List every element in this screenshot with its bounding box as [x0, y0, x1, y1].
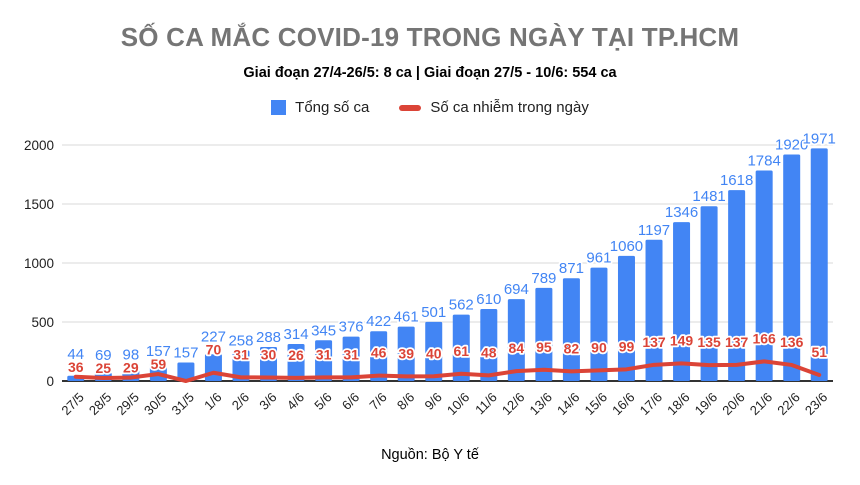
- total-value-label: 871: [558, 260, 584, 278]
- total-value-label: 1784: [747, 152, 781, 170]
- total-cases-bar: [563, 278, 580, 381]
- total-value-label: 1060: [609, 237, 644, 255]
- total-cases-bar: [646, 240, 663, 381]
- x-axis-label: 1/6: [201, 389, 225, 413]
- x-axis-label: 22/6: [774, 389, 803, 419]
- legend-label-daily: Số ca nhiễm trong ngày: [430, 99, 589, 116]
- daily-value-label: 95: [536, 338, 552, 355]
- x-axis-label: 7/6: [366, 389, 390, 413]
- daily-value-label: 31: [343, 346, 359, 363]
- daily-value-label: 70: [205, 341, 222, 358]
- daily-value-label: 40: [425, 345, 442, 362]
- chart-title: SỐ CA MẮC COVID-19 TRONG NGÀY TẠI TP.HCM: [120, 22, 740, 52]
- x-axis-label: 21/6: [746, 389, 776, 419]
- daily-value-label: 31: [315, 346, 332, 363]
- source-note: Nguồn: Bộ Y tế: [381, 447, 479, 463]
- daily-value-label: 90: [591, 339, 607, 356]
- daily-value-label: 59: [150, 356, 167, 373]
- total-value-label: 562: [448, 296, 474, 314]
- daily-value-label: 137: [724, 333, 749, 350]
- x-axis-label: 14/6: [554, 389, 583, 419]
- x-axis-label: 9/6: [421, 389, 445, 413]
- x-axis-label: 6/6: [338, 389, 363, 413]
- total-value-label: 44: [67, 345, 85, 363]
- x-axis-label: 29/5: [113, 389, 142, 419]
- total-value-label: 1481: [692, 188, 726, 206]
- daily-value-label: 36: [67, 358, 84, 375]
- total-value-label: 610: [476, 291, 502, 309]
- x-axis-label: 31/5: [168, 389, 198, 419]
- daily-value-label: 48: [481, 344, 497, 361]
- daily-value-label: 51: [811, 343, 828, 360]
- y-axis-label: 500: [31, 315, 54, 330]
- total-value-label: 461: [393, 308, 419, 326]
- x-axis-label: 17/6: [636, 389, 666, 419]
- total-value-label: 258: [228, 332, 254, 350]
- total-value-label: 157: [173, 344, 199, 362]
- total-cases-bar: [618, 256, 635, 381]
- daily-value-label: 46: [370, 344, 387, 361]
- legend-item-total: [271, 99, 369, 116]
- total-value-label: 1197: [637, 221, 671, 239]
- total-value-label: 694: [503, 281, 529, 299]
- total-value-label: 789: [531, 269, 557, 287]
- total-value-label: 1971: [802, 130, 836, 148]
- daily-value-label: 26: [288, 346, 304, 363]
- total-cases-bar: [728, 190, 745, 381]
- x-axis-label: 3/6: [256, 389, 280, 413]
- x-axis-label: 23/6: [801, 389, 831, 419]
- x-axis-label: 16/6: [609, 389, 638, 419]
- daily-value-label: 99: [618, 338, 635, 355]
- x-axis-label: 27/5: [58, 389, 87, 419]
- daily-value-label: 29: [123, 359, 139, 376]
- daily-value-label: 39: [398, 345, 414, 362]
- legend-item-daily: [399, 99, 588, 116]
- total-cases-bar: [673, 222, 690, 381]
- x-axis-label: 8/6: [393, 389, 418, 413]
- y-axis-label: 2000: [23, 138, 54, 153]
- total-cases-swatch-icon: [271, 100, 286, 115]
- x-axis-label: 12/6: [498, 389, 528, 419]
- x-axis-label: 4/6: [283, 389, 308, 413]
- total-value-label: 98: [122, 346, 140, 364]
- total-value-label: 1346: [664, 204, 699, 222]
- daily-value-label: 166: [752, 330, 776, 347]
- total-cases-bar: [756, 170, 773, 381]
- y-axis-label: 1500: [23, 197, 54, 212]
- total-value-label: 69: [94, 347, 112, 365]
- total-value-label: 288: [256, 329, 282, 347]
- daily-value-label: 61: [453, 342, 470, 359]
- daily-value-label: 137: [642, 333, 666, 350]
- total-value-label: 422: [366, 313, 392, 331]
- daily-value-label: 25: [95, 360, 112, 377]
- x-axis-label: 10/6: [443, 389, 473, 419]
- chart-legend: [0, 99, 860, 116]
- x-axis-label: 30/5: [140, 389, 170, 419]
- total-cases-bar: [590, 268, 607, 381]
- y-axis-label: 0: [46, 374, 54, 389]
- legend-label-total: Tổng số ca: [295, 99, 370, 116]
- total-value-label: 314: [283, 325, 309, 343]
- x-axis-label: 28/5: [85, 389, 115, 419]
- x-axis-label: 18/6: [664, 389, 693, 419]
- total-cases-bar: [205, 354, 222, 381]
- daily-value-label: 84: [508, 340, 525, 357]
- daily-value-label: 31: [233, 346, 249, 363]
- x-axis-label: 20/6: [719, 389, 748, 419]
- total-value-label: 227: [200, 328, 226, 346]
- total-value-label: 1618: [719, 172, 754, 190]
- total-value-label: 345: [311, 322, 337, 340]
- total-value-label: 376: [338, 318, 364, 336]
- total-value-label: 501: [421, 303, 447, 321]
- x-axis-label: 5/6: [311, 389, 335, 413]
- total-cases-bar: [701, 206, 718, 381]
- x-axis-label: 2/6: [228, 389, 253, 413]
- total-cases-bar: [535, 288, 552, 381]
- x-axis-label: 15/6: [581, 389, 611, 419]
- x-axis-label: 19/6: [691, 389, 721, 419]
- daily-value-label: 30: [260, 346, 277, 363]
- daily-value-label: 135: [697, 334, 721, 351]
- x-axis-label: 11/6: [472, 389, 500, 418]
- daily-value-label: 136: [780, 333, 804, 350]
- daily-value-label: 82: [563, 340, 580, 357]
- daily-cases-swatch-icon: [399, 105, 421, 111]
- y-axis-label: 1000: [23, 256, 54, 271]
- daily-value-label: 149: [669, 332, 694, 349]
- x-axis-label: 13/6: [526, 389, 555, 419]
- chart-subtitle: Giai đoạn 27/4-26/5: 8 ca | Giai đoạn 27/5 - 10/6: 554 ca: [243, 65, 617, 81]
- total-value-label: 1920: [775, 136, 809, 154]
- total-value-label: 157: [145, 343, 171, 361]
- total-value-label: 961: [586, 249, 612, 267]
